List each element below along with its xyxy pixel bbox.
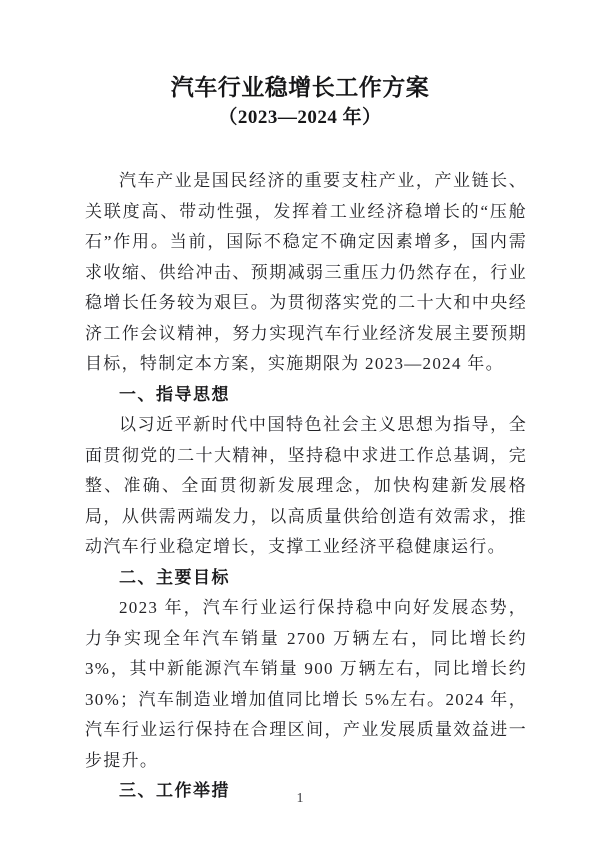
- section-body-main-goals: 2023 年，汽车行业运行保持稳中向好发展态势，力争实现全年汽车销量 2700 万辆左右，同比增长约 3%，其中新能源汽车销量 900 万辆左右，同比增长约 30%；汽车制造业增加值同比增长 5%左右。2024 年，汽车行业运行保持在合理区间，产业发展质量效益进一步提升。: [85, 598, 527, 770]
- page-number: 1: [296, 791, 304, 806]
- document-subtitle: （2023—2024 年）: [218, 107, 382, 128]
- document-body: [85, 166, 527, 807]
- section-heading-work-measures: 三、工作举措: [119, 781, 230, 800]
- document-title: 汽车行业稳增长工作方案: [170, 75, 430, 100]
- section-heading-guiding-ideology: 一、指导思想: [119, 384, 230, 404]
- intro-paragraph: 汽车产业是国民经济的重要支柱产业，产业链长、关联度高、带动性强，发挥着工业经济稳增长的“压舱石”作用。当前，国际不稳定不确定因素增多，国内需求收缩、供给冲击、预期减弱三重压力仍然存在，行业稳增长任务较为艰巨。为贯彻落实党的二十大和中央经济工作会议精神，努力实现汽车行业经济发展主要预期目标，特制定本方案，实施期限为 2023—2024 年。: [85, 171, 527, 373]
- section-body-guiding-ideology: 以习近平新时代中国特色社会主义思想为指导，全面贯彻党的二十大精神，坚持稳中求进工作总基调，完整、准确、全面贯彻新发展理念，加快构建新发展格局，从供需两端发力，以高质量供给创造有效需求，推动汽车行业稳定增长，支撑工业经济平稳健康运行。: [85, 415, 527, 556]
- section-heading-main-goals: 二、主要目标: [119, 567, 230, 587]
